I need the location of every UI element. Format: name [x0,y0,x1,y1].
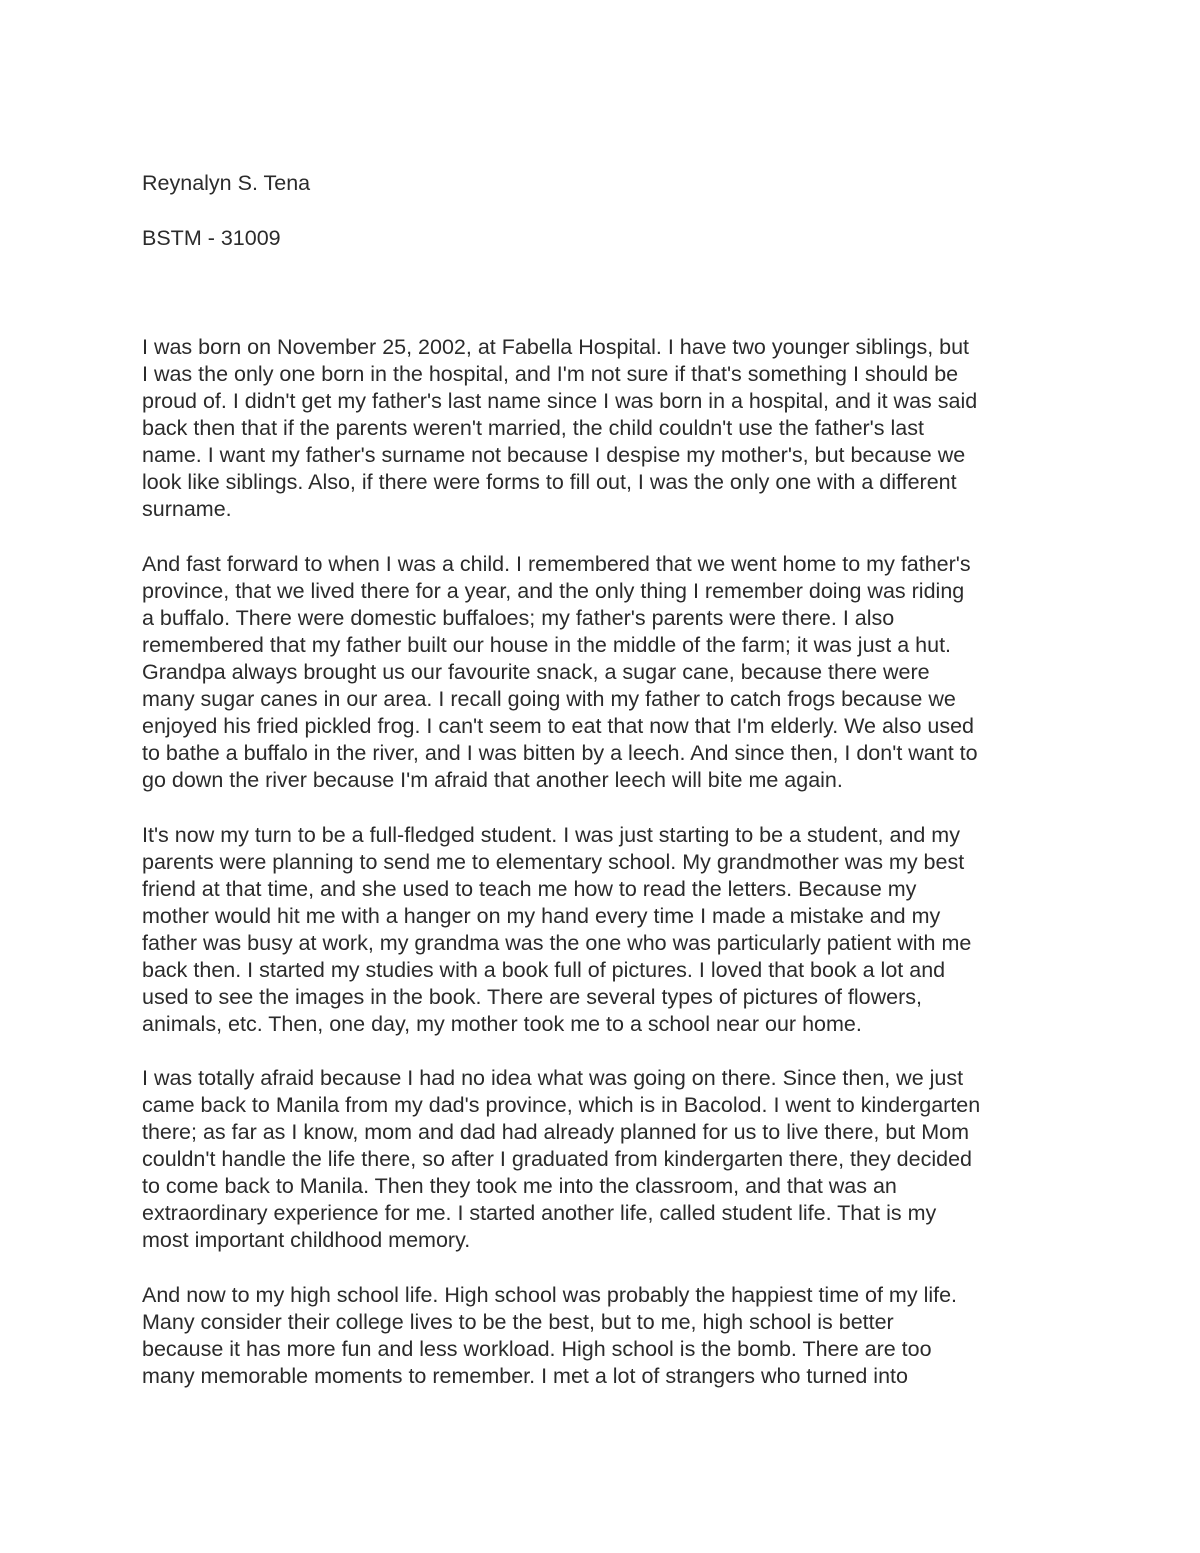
paragraph-line: look like siblings. Also, if there were forms to fill out, I was the only one with a different [142,470,957,494]
paragraph-line: surname. [142,497,232,521]
paragraph-line: couldn't handle the life there, so after I graduated from kindergarten there, they decided [142,1147,972,1171]
paragraph-line: a buffalo. There were domestic buffaloes; my father's parents were there. I also [142,606,895,630]
paragraph-line: back then that if the parents weren't married, the child couldn't use the father's last [142,416,924,440]
paragraph-line: animals, etc. Then, one day, my mother took me to a school near our home. [142,1012,862,1036]
course-section [142,225,1102,252]
paragraph-high-school [142,1282,1102,1390]
author-name [142,170,1102,197]
paragraph-student-beginnings [142,822,1102,1038]
paragraph-line: Many consider their college lives to be the best, but to me, high school is better [142,1310,894,1334]
paragraph-line: mother would hit me with a hanger on my hand every time I made a mistake and my [142,904,941,928]
paragraph-birth [142,334,1102,523]
paragraph-line: extraordinary experience for me. I started another life, called student life. That is my [142,1201,937,1225]
paragraph-line: came back to Manila from my dad's province, which is in Bacolod. I went to kindergarten [142,1093,981,1117]
paragraph-line: remembered that my father built our house in the middle of the farm; it was just a hut. [142,633,952,657]
paragraph-line: go down the river because I'm afraid that another leech will bite me again. [142,768,843,792]
paragraph-line: most important childhood memory. [142,1228,471,1252]
paragraph-line: And fast forward to when I was a child. I remembered that we went home to my father's [142,552,971,576]
paragraph-line: I was totally afraid because I had no idea what was going on there. Since then, we just [142,1066,964,1090]
paragraph-line: proud of. I didn't get my father's last name since I was born in a hospital, and it was said [142,389,978,413]
paragraph-line: to bathe a buffalo in the river, and I was bitten by a leech. And since then, I don't want to [142,741,978,765]
paragraph-line: And now to my high school life. High school was probably the happiest time of my life. [142,1283,958,1307]
paragraph-line: I was born on November 25, 2002, at Fabella Hospital. I have two younger siblings, but [142,335,970,359]
paragraph-line: father was busy at work, my grandma was the one who was particularly patient with me [142,931,972,955]
paragraph-line: parents were planning to send me to elementary school. My grandmother was my best [142,850,965,874]
paragraph-kindergarten [142,1065,1102,1254]
paragraph-line: many sugar canes in our area. I recall going with my father to catch frogs because we [142,687,956,711]
paragraph-line: to come back to Manila. Then they took me into the classroom, and that was an [142,1174,897,1198]
paragraph-line: It's now my turn to be a full-fledged student. I was just starting to be a student, and my [142,823,960,847]
paragraph-line: because it has more fun and less workload. High school is the bomb. There are too [142,1337,932,1361]
paragraph-line: enjoyed his fried pickled frog. I can't seem to eat that now that I'm elderly. We also used [142,714,975,738]
paragraph-line: friend at that time, and she used to teach me how to read the letters. Because my [142,877,917,901]
paragraph-line: Grandpa always brought us our favourite snack, a sugar cane, because there were [142,660,930,684]
paragraph-line: there; as far as I know, mom and dad had already planned for us to live there, but Mom [142,1120,970,1144]
course-section-text: BSTM - 31009 [142,226,281,250]
paragraph-line: province, that we lived there for a year, and the only thing I remember doing was riding [142,579,965,603]
paragraph-line: back then. I started my studies with a book full of pictures. I loved that book a lot and [142,958,946,982]
paragraph-line: I was the only one born in the hospital, and I'm not sure if that's something I should be [142,362,959,386]
paragraph-line: many memorable moments to remember. I met a lot of strangers who turned into [142,1364,908,1388]
author-name-text: Reynalyn S. Tena [142,171,311,195]
paragraph-childhood-province [142,551,1102,794]
paragraph-line: used to see the images in the book. There are several types of pictures of flowers, [142,985,922,1009]
paragraph-line: name. I want my father's surname not because I despise my mother's, but because we [142,443,966,467]
